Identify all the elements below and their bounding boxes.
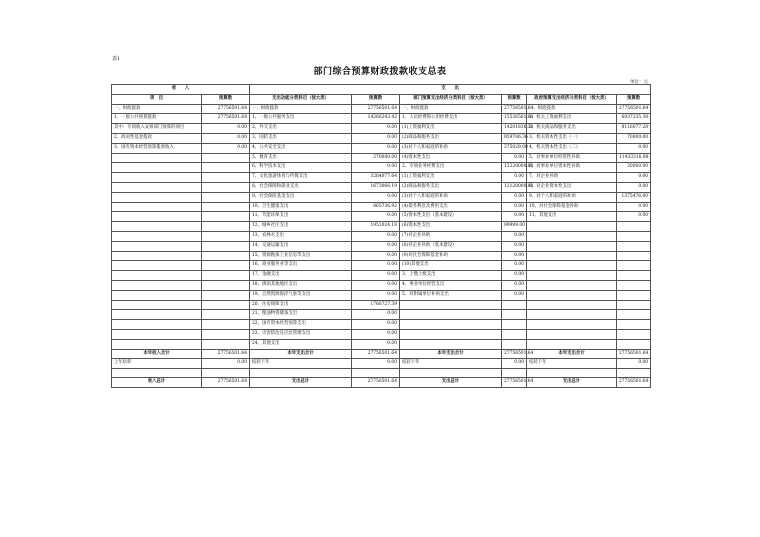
table-cell: 8、对企业资本性支出: [527, 182, 617, 192]
table-cell: 本年支出合计: [400, 349, 502, 359]
table-cell: 27756501.64: [617, 349, 651, 359]
table-row: [112, 300, 651, 310]
table-cell: 2、专项业务经费支出: [400, 163, 502, 173]
table-cell: 27756501.64: [617, 378, 651, 388]
table-cell: 15、资源勘探工业信息等支出: [250, 251, 352, 261]
table-cell: 0.00: [202, 359, 250, 369]
column-header-row: [112, 94, 651, 104]
table-cell: [617, 329, 651, 339]
table-cell: 0.00: [617, 202, 651, 212]
table-cell: 一、财政拨款: [527, 104, 617, 114]
table-cell: 本年支出合计: [527, 349, 617, 359]
table-cell: 6、对事业单位资本性补助: [527, 163, 617, 173]
table-cell: 本年收入合计: [112, 349, 202, 359]
table-cell: [112, 320, 202, 330]
table-cell: 0.00: [352, 251, 400, 261]
table-cell: 3、国防支出: [250, 133, 352, 143]
table-cell: 4、机关资本性支出（二）: [527, 143, 617, 153]
table-cell: 8116077.28: [617, 124, 651, 134]
table-cell: 0.00: [502, 173, 527, 183]
table-row: [112, 143, 651, 153]
table-cell: [617, 369, 651, 378]
table-row: [112, 124, 651, 134]
table-cell: 7、对企业补助: [527, 173, 617, 183]
table-cell: [502, 369, 527, 378]
table-cell: [202, 329, 250, 339]
table-cell: [502, 310, 527, 320]
table-cell: 1、人员经费和公用经费支出: [400, 114, 502, 124]
table-cell: 一、财政拨款: [400, 104, 502, 114]
table-cell: 17、金融支出: [250, 271, 352, 281]
table-cell: (1)工资福利支出: [400, 124, 502, 134]
expense-header: 支 出: [250, 85, 651, 95]
table-cell: 结转下年: [400, 359, 502, 369]
table-row: [112, 163, 651, 173]
table-cell: [502, 320, 527, 330]
table-cell: 27756501.64: [502, 104, 527, 114]
table-cell: 6、科学技术支出: [250, 163, 352, 173]
table-cell: 0.00: [502, 192, 527, 202]
table-cell: 16、商业服务业等支出: [250, 261, 352, 271]
table-cell: 0.00: [352, 329, 400, 339]
table-row: [112, 104, 651, 114]
table-cell: 0.00: [502, 290, 527, 300]
table-cell: [112, 369, 202, 378]
table-cell: [202, 222, 250, 232]
table-cell: [400, 310, 502, 320]
table-cell: [202, 310, 250, 320]
table-cell: [502, 339, 527, 349]
table-cell: [202, 300, 250, 310]
table-cell: [112, 300, 202, 310]
table-cell: 27756501.64: [352, 104, 400, 114]
table-cell: 1、一般公共服务支出: [250, 114, 352, 124]
table-cell: 0.00: [352, 339, 400, 349]
table-cell: (7)对企业补助: [400, 231, 502, 241]
table-cell: [400, 369, 502, 378]
table-cell: 1766727.39: [352, 300, 400, 310]
table-cell: [112, 231, 202, 241]
table-row: [112, 310, 651, 320]
table-cell: 2、外交支出: [250, 124, 352, 134]
table-cell: 21、粮油物资储备支出: [250, 310, 352, 320]
table-row: [112, 280, 651, 290]
table-cell: [202, 163, 250, 173]
budget-table: [111, 84, 651, 388]
table-cell: 7、文化旅游体育与传媒支出: [250, 173, 352, 183]
table-cell: 0.00: [352, 290, 400, 300]
table-cell: 27756501.64: [202, 349, 250, 359]
table-cell: (3)对个人和家庭的补助: [400, 192, 502, 202]
table-cell: 一、财政拨款: [112, 104, 202, 114]
table-cell: [112, 261, 202, 271]
table-cell: [112, 212, 202, 222]
table-cell: 0.00: [352, 231, 400, 241]
table-cell: [400, 320, 502, 330]
table-cell: 13、农林水支出: [250, 231, 352, 241]
table-row: [112, 133, 651, 143]
table-cell: [502, 329, 527, 339]
table-row: [112, 261, 651, 271]
table-cell: [202, 271, 250, 281]
table-cell: [527, 329, 617, 339]
table-cell: 6037335.38: [617, 114, 651, 124]
table-cell: 本年支出合计: [250, 349, 352, 359]
table-cell: 0.00: [352, 241, 400, 251]
table-cell: [202, 202, 250, 212]
table-row: [112, 173, 651, 183]
table-cell: [527, 300, 617, 310]
table-row: [112, 339, 651, 349]
table-cell: [617, 320, 651, 330]
table-cell: [617, 231, 651, 241]
table-cell: [527, 222, 617, 232]
column-header: 预算数: [202, 94, 250, 104]
table-cell: 结转下年: [250, 359, 352, 369]
column-header: 部门预算支出经济分类科目（按大类）: [400, 94, 502, 104]
table-cell: (4)资本性支出: [400, 153, 502, 163]
table-cell: 4、公共安全支出: [250, 143, 352, 153]
table-cell: [527, 290, 617, 300]
document-tag: 表1: [112, 56, 121, 62]
table-cell: [527, 261, 617, 271]
table-cell: [202, 241, 250, 251]
table-cell: [527, 271, 617, 281]
table-cell: [112, 251, 202, 261]
table-cell: [112, 173, 202, 183]
table-cell: 10、对社会保障基金补助: [527, 202, 617, 212]
table-cell: 22、国有资本经营预算支出: [250, 320, 352, 330]
table-cell: 1673066.19: [352, 182, 400, 192]
table-row: [112, 271, 651, 281]
table-cell: [400, 329, 502, 339]
table-cell: 3、国有资本经营预算拨款收入: [112, 143, 202, 153]
table-cell: 收入总计: [112, 378, 202, 388]
table-cell: 0.00: [617, 143, 651, 153]
spacer-row: [112, 369, 651, 378]
table-cell: [202, 320, 250, 330]
table-row: [112, 202, 651, 212]
table-cell: 10、卫生健康支出: [250, 202, 352, 212]
table-cell: 0.00: [202, 133, 250, 143]
table-cell: 5、对附属单位补助支出: [400, 290, 502, 300]
table-cell: 0.00: [352, 310, 400, 320]
table-cell: [112, 163, 202, 173]
table-cell: 14201836.38: [502, 124, 527, 134]
table-cell: 一、财政拨款: [250, 104, 352, 114]
table-cell: [527, 320, 617, 330]
table-cell: [202, 153, 250, 163]
table-cell: 27756501.64: [502, 378, 527, 388]
table-cell: [400, 300, 502, 310]
table-cell: [202, 369, 250, 378]
table-cell: 2、机关商品和服务支出: [527, 124, 617, 134]
table-cell: 0.00: [202, 124, 250, 134]
table-row: [112, 329, 651, 339]
table-cell: 1951024.18: [352, 222, 400, 232]
table-cell: 8、社会保障和就业支出: [250, 182, 352, 192]
table-cell: 70000.00: [617, 133, 651, 143]
table-cell: 0.00: [502, 261, 527, 271]
table-cell: 1、机关工资福利支出: [527, 114, 617, 124]
table-cell: 9、社会保险基金支出: [250, 192, 352, 202]
table-cell: [202, 339, 250, 349]
table-cell: 270000.00: [352, 153, 400, 163]
table-cell: 0.00: [352, 320, 400, 330]
table-cell: [202, 261, 250, 271]
table-cell: 0.00: [502, 241, 527, 251]
table-cell: 9、对个人和家庭的补助: [527, 192, 617, 202]
table-cell: (10)其他支出: [400, 261, 502, 271]
column-header: 项 目: [112, 94, 202, 104]
table-cell: 0.00: [502, 280, 527, 290]
table-cell: 27756501.64: [502, 349, 527, 359]
table-cell: 27756501.64: [352, 378, 400, 388]
table-cell: 3264077.64: [352, 173, 400, 183]
table-cell: 27756501.64: [202, 378, 250, 388]
table-cell: [112, 310, 202, 320]
table-cell: [617, 300, 651, 310]
carry-over-row: [112, 359, 651, 369]
table-cell: 1375476.00: [617, 192, 651, 202]
table-cell: 27756501.64: [202, 114, 250, 124]
table-cell: 0.00: [352, 124, 400, 134]
year-total-row: [112, 349, 651, 359]
table-cell: [112, 241, 202, 251]
table-cell: [202, 173, 250, 183]
table-cell: [202, 280, 250, 290]
table-cell: 0.00: [202, 143, 250, 153]
table-cell: [527, 251, 617, 261]
table-cell: 99999.00: [502, 222, 527, 232]
table-cell: [112, 339, 202, 349]
table-cell: 3、机关资本性支出（一）: [527, 133, 617, 143]
table-cell: (8)对企业补助（基本建设）: [400, 241, 502, 251]
table-cell: (4)债务利息及费用支出: [400, 202, 502, 212]
table-cell: [112, 153, 202, 163]
table-cell: 14266243.42: [352, 114, 400, 124]
table-cell: 0.00: [352, 271, 400, 281]
table-cell: 0.00: [352, 143, 400, 153]
table-cell: [202, 192, 250, 202]
table-cell: [112, 222, 202, 232]
table-cell: 0.00: [617, 182, 651, 192]
table-row: [112, 231, 651, 241]
table-row: [112, 182, 651, 192]
table-cell: 0.00: [502, 153, 527, 163]
table-cell: [527, 231, 617, 241]
table-cell: [527, 280, 617, 290]
table-cell: 0.00: [352, 212, 400, 222]
table-cell: 375029.00: [502, 143, 527, 153]
table-cell: 4、事业单位经营支出: [400, 280, 502, 290]
table-cell: (2)商品和服务支出: [400, 133, 502, 143]
table-cell: 19、自然资源海洋气象等支出: [250, 290, 352, 300]
table-cell: [617, 339, 651, 349]
table-cell: [527, 310, 617, 320]
table-cell: 2、政府性基金拨款: [112, 133, 202, 143]
table-cell: 23、灾害防治及应急管理支出: [250, 329, 352, 339]
table-cell: [527, 369, 617, 378]
table-row: [112, 320, 651, 330]
table-cell: 0.00: [352, 359, 400, 369]
table-cell: [202, 290, 250, 300]
table-cell: [527, 241, 617, 251]
table-cell: 0.00: [502, 271, 527, 281]
table-cell: [617, 261, 651, 271]
table-cell: [112, 280, 202, 290]
table-cell: 上年结转: [112, 359, 202, 369]
table-cell: [250, 369, 352, 378]
column-header: 预算数: [502, 94, 527, 104]
table-cell: (2)商品和服务支出: [400, 182, 502, 192]
top-header-row: [112, 85, 651, 95]
table-cell: 12、城乡社区支出: [250, 222, 352, 232]
table-cell: [202, 182, 250, 192]
table-cell: [112, 192, 202, 202]
table-cell: (1)工资福利支出: [400, 173, 502, 183]
column-header: 预算数: [352, 94, 400, 104]
table-cell: (3)对个人和家庭的补助: [400, 143, 502, 153]
table-cell: [617, 241, 651, 251]
table-cell: 11、其他支出: [527, 212, 617, 222]
table-cell: [202, 251, 250, 261]
table-cell: [112, 202, 202, 212]
table-cell: [617, 280, 651, 290]
table-cell: [502, 300, 527, 310]
table-cell: 12120000.00: [502, 182, 527, 192]
table-cell: [112, 290, 202, 300]
table-cell: 0.00: [502, 231, 527, 241]
table-row: [112, 114, 651, 124]
table-cell: 0.00: [352, 163, 400, 173]
table-cell: 0.00: [352, 133, 400, 143]
income-header: 收 入: [112, 85, 250, 95]
table-cell: 其中：专项收入安排部门预算的项目: [112, 124, 202, 134]
unit-label: 单位：元: [630, 80, 648, 85]
table-cell: 结转下年: [527, 359, 617, 369]
table-cell: 1、一般公共预算拨款: [112, 114, 202, 124]
table-row: [112, 222, 651, 232]
table-cell: [617, 222, 651, 232]
table-cell: 15536561.64: [502, 114, 527, 124]
table-cell: 11、节能环保支出: [250, 212, 352, 222]
table-cell: (5)资本性支出（基本建设）: [400, 212, 502, 222]
column-header: 支出功能分类科目（按大类）: [250, 94, 352, 104]
column-header: 预算数: [617, 94, 651, 104]
table-cell: 0.00: [352, 192, 400, 202]
table-cell: 12220000.00: [502, 163, 527, 173]
table-cell: 0.00: [352, 261, 400, 271]
table-cell: [202, 212, 250, 222]
table-cell: 3、上缴上级支出: [400, 271, 502, 281]
table-cell: 959706.36: [502, 133, 527, 143]
table-cell: 865736.92: [352, 202, 400, 212]
table-cell: 5、教育支出: [250, 153, 352, 163]
table-row: [112, 251, 651, 261]
table-cell: 0.00: [617, 212, 651, 222]
table-row: [112, 153, 651, 163]
table-cell: [352, 369, 400, 378]
table-cell: 0.00: [352, 280, 400, 290]
table-cell: 0.00: [502, 359, 527, 369]
table-cell: 27756501.64: [617, 104, 651, 114]
table-row: [112, 192, 651, 202]
table-cell: [617, 290, 651, 300]
table-cell: 27756501.64: [352, 349, 400, 359]
page-title: 部门综合预算财政拨款收支总表: [313, 67, 447, 77]
table-cell: 0.00: [617, 359, 651, 369]
table-cell: 0.00: [502, 202, 527, 212]
table-cell: 20、住房保障支出: [250, 300, 352, 310]
table-row: [112, 241, 651, 251]
table-cell: [617, 271, 651, 281]
table-cell: 支出总计: [527, 378, 617, 388]
table-cell: [112, 271, 202, 281]
table-cell: [617, 251, 651, 261]
table-cell: (9)对社会保障基金补助: [400, 251, 502, 261]
table-cell: [527, 339, 617, 349]
table-cell: [112, 329, 202, 339]
table-cell: 支出总计: [250, 378, 352, 388]
table-cell: 5、对事业单位经常性补助: [527, 153, 617, 163]
table-cell: 14、交通运输支出: [250, 241, 352, 251]
table-cell: (6)资本性支出: [400, 222, 502, 232]
table-row: [112, 290, 651, 300]
table-cell: [617, 310, 651, 320]
table-cell: [202, 231, 250, 241]
table-cell: 支出总计: [400, 378, 502, 388]
table-cell: [400, 339, 502, 349]
table-cell: 20000.00: [617, 163, 651, 173]
table-cell: 0.00: [502, 212, 527, 222]
table-cell: 0.00: [502, 251, 527, 261]
grand-total-row: [112, 378, 651, 388]
table-cell: 0.00: [617, 173, 651, 183]
table-cell: 24、其他支出: [250, 339, 352, 349]
table-cell: 18、援助其他地区支出: [250, 280, 352, 290]
table-cell: 11433316.98: [617, 153, 651, 163]
table-cell: [112, 182, 202, 192]
column-header: 政府预算支出经济分类科目（按大类）: [527, 94, 617, 104]
table-row: [112, 212, 651, 222]
table-cell: 27756501.64: [202, 104, 250, 114]
